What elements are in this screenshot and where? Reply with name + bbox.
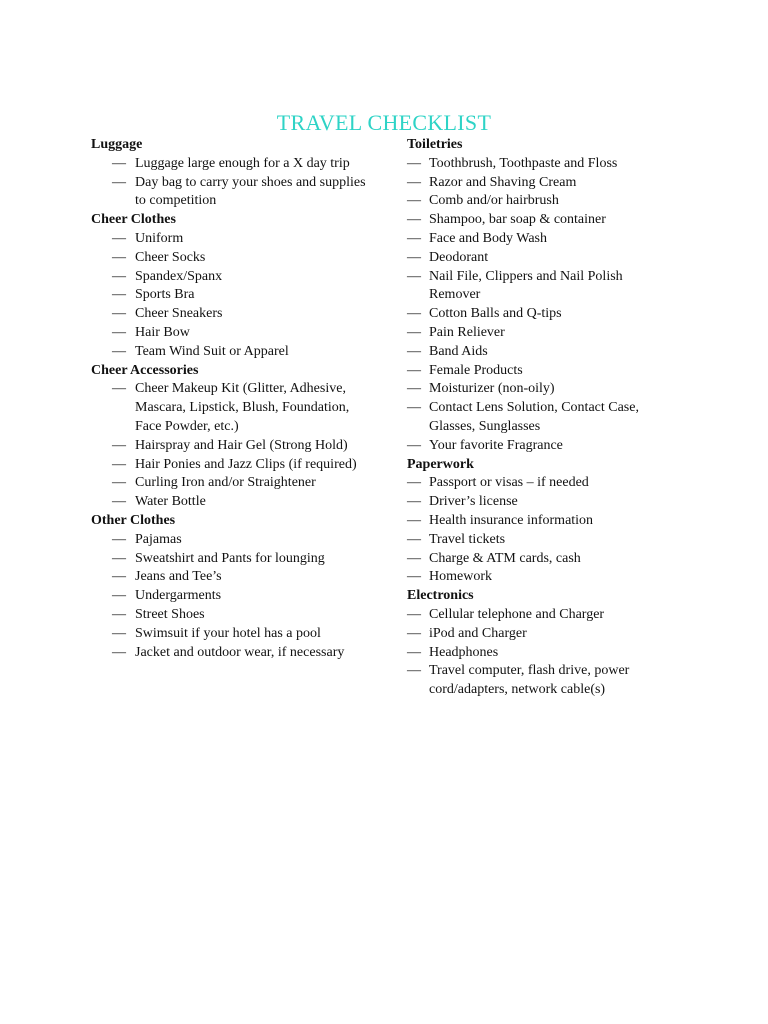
checklist-item [407,474,677,493]
checklist-item [91,568,376,587]
item-text: Sweatshirt and Pants for lounging [135,550,325,566]
dash-bullet-icon: — [112,324,126,340]
item-text: Contact Lens Solution, Contact Case, Glasses, Sunglasses [429,400,639,434]
item-text: Cheer Makeup Kit (Glitter, Adhesive, Mascara, Lipstick, Blush, Foundation, Face Powder, etc.) [135,381,350,434]
checklist-item [407,550,677,569]
checklist-item [407,249,677,268]
item-text: Jeans and Tee’s [135,569,222,585]
item-text: Razor and Shaving Cream [429,174,577,190]
checklist-section [91,211,376,361]
dash-bullet-icon: — [112,155,126,171]
checklist-item [91,174,376,212]
dash-bullet-icon: — [112,531,126,547]
item-text: Hair Bow [135,324,190,340]
dash-bullet-icon: — [407,230,421,246]
item-text: Spandex/Spanx [135,268,223,284]
dash-bullet-icon: — [112,437,126,453]
right-column [407,136,677,700]
dash-bullet-icon: — [112,569,126,585]
checklist-item [407,437,677,456]
item-text: Cotton Balls and Q-tips [429,306,562,322]
dash-bullet-icon: — [407,193,421,209]
dash-bullet-icon: — [407,663,421,679]
checklist-item [407,568,677,587]
item-text: iPod and Charger [429,625,527,641]
item-text: Jacket and outdoor wear, if necessary [135,644,345,660]
dash-bullet-icon: — [112,606,126,622]
item-text: Water Bottle [135,494,206,510]
checklist-item [407,606,677,625]
item-text: Luggage large enough for a X day trip [135,155,350,171]
checklist-item [407,155,677,174]
dash-bullet-icon: — [407,569,421,585]
checklist-item [407,268,677,306]
checklist-item [407,644,677,663]
checklist-item [407,192,677,211]
dash-bullet-icon: — [112,494,126,510]
dash-bullet-icon: — [112,475,126,491]
checklist-item [407,324,677,343]
checklist-item [407,512,677,531]
dash-bullet-icon: — [407,494,421,510]
checklist-item [407,399,677,437]
item-text: Pain Reliever [429,324,505,340]
checklist-item [91,230,376,249]
item-text: Cheer Sneakers [135,306,223,322]
checklist-section [91,512,376,662]
checklist-item [91,380,376,436]
item-text: Female Products [429,362,523,378]
dash-bullet-icon: — [407,212,421,228]
dash-bullet-icon: — [407,381,421,397]
item-text: Swimsuit if your hotel has a pool [135,625,321,641]
checklist-item [91,531,376,550]
item-text: Face and Body Wash [429,230,547,246]
item-text: Driver’s license [429,494,518,510]
dash-bullet-icon: — [407,531,421,547]
item-text: Pajamas [135,531,182,547]
checklist-item [91,155,376,174]
dash-bullet-icon: — [407,512,421,528]
dash-bullet-icon: — [112,381,126,397]
dash-bullet-icon: — [407,324,421,340]
dash-bullet-icon: — [407,343,421,359]
dash-bullet-icon: — [112,588,126,604]
section-heading: Paperwork [407,456,474,472]
checklist-item [407,625,677,644]
dash-bullet-icon: — [407,174,421,190]
item-text: Team Wind Suit or Apparel [135,343,289,359]
checklist-item [91,324,376,343]
item-text: Deodorant [429,249,489,265]
item-text: Hair Ponies and Jazz Clips (if required) [135,456,357,472]
item-text: Cheer Socks [135,249,206,265]
dash-bullet-icon: — [407,362,421,378]
dash-bullet-icon: — [407,550,421,566]
section-heading: Electronics [407,588,474,604]
dash-bullet-icon: — [112,644,126,660]
checklist-item [407,211,677,230]
checklist-item [91,437,376,456]
checklist-item [407,493,677,512]
checklist-item [91,456,376,475]
dash-bullet-icon: — [407,400,421,416]
item-text: Charge & ATM cards, cash [429,550,581,566]
checklist-item [407,305,677,324]
section-heading: Cheer Clothes [91,212,176,228]
dash-bullet-icon: — [407,625,421,641]
item-text: Day bag to carry your shoes and supplies to competition [135,174,366,209]
checklist-item [91,550,376,569]
item-text: Shampoo, bar soap & container [429,212,606,228]
dash-bullet-icon: — [112,625,126,641]
item-text: Curling Iron and/or Straightener [135,475,316,491]
dash-bullet-icon: — [112,550,126,566]
item-text: Street Shoes [135,606,205,622]
section-heading: Toiletries [407,137,463,152]
checklist-item [407,174,677,193]
checklist-item [407,380,677,399]
item-text: Your favorite Fragrance [429,437,563,453]
item-text: Comb and/or hairbrush [429,193,559,209]
dash-bullet-icon: — [112,230,126,246]
checklist-section [91,136,376,211]
dash-bullet-icon: — [407,155,421,171]
checklist-item [91,587,376,606]
checklist-item [91,305,376,324]
dash-bullet-icon: — [112,456,126,472]
item-text: Headphones [429,644,499,660]
checklist-item [91,474,376,493]
dash-bullet-icon: — [112,343,126,359]
dash-bullet-icon: — [407,268,421,284]
dash-bullet-icon: — [407,606,421,622]
document-title: TRAVEL CHECKLIST [276,109,492,135]
item-text: Passport or visas – if needed [429,475,589,491]
checklist-item [91,343,376,362]
dash-bullet-icon: — [407,306,421,322]
checklist-item [407,230,677,249]
dash-bullet-icon: — [112,174,126,190]
checklist-item [91,286,376,305]
section-heading: Other Clothes [91,512,176,528]
checklist-section [91,362,376,512]
item-text: Homework [429,569,492,585]
item-text: Health insurance information [429,512,594,528]
dash-bullet-icon: — [407,249,421,265]
item-text: Uniform [135,230,184,246]
item-text: Toothbrush, Toothpaste and Floss [429,155,618,171]
dash-bullet-icon: — [112,268,126,284]
checklist-item [91,493,376,512]
section-heading: Luggage [91,137,143,152]
checklist-item [407,662,677,700]
checklist-section [407,136,677,456]
checklist-item [91,249,376,268]
section-heading: Cheer Accessories [91,362,199,378]
dash-bullet-icon: — [112,287,126,303]
item-text: Nail File, Clippers and Nail Polish Remover [429,268,623,303]
item-text: Travel tickets [429,531,506,547]
checklist-section [407,456,677,588]
checklist-item [407,343,677,362]
dash-bullet-icon: — [407,437,421,453]
left-column [91,136,376,662]
item-text: Hairspray and Hair Gel (Strong Hold) [135,437,348,453]
dash-bullet-icon: — [407,644,421,660]
dash-bullet-icon: — [112,306,126,322]
checklist-item [91,606,376,625]
item-text: Band Aids [429,343,488,359]
dash-bullet-icon: — [112,249,126,265]
dash-bullet-icon: — [407,475,421,491]
checklist-item [91,644,376,663]
checklist-item [91,268,376,287]
checklist-item [91,625,376,644]
item-text: Cellular telephone and Charger [429,606,605,622]
checklist-item [407,531,677,550]
checklist-section [407,587,677,700]
item-text: Travel computer, flash drive, power cord/adapters, network cable(s) [429,663,630,698]
item-text: Undergarments [135,588,222,604]
item-text: Sports Bra [135,287,195,303]
checklist-item [407,362,677,381]
item-text: Moisturizer (non-oily) [429,381,555,397]
